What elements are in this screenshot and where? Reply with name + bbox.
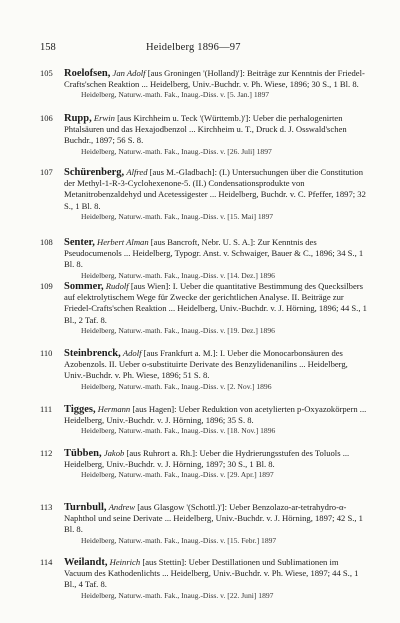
bibliography-entry [40, 167, 368, 222]
entry-surname: Steinbrenck, [64, 348, 121, 359]
entry-given-name: Jakob [103, 448, 125, 458]
entry-surname: Roelofsen, [64, 68, 111, 79]
entry-given-name: Hermann [97, 404, 131, 414]
entry-description: [aus Wien]: I. Ueber die quantitative Bestimmung des Quecksilbers auf elektrolytischem Wege für Zwecke der gerichtlichen Analyse. II. Beiträge zur Friedel-Crafts'schen Reaktion ... Heidelberg, Univ.-Buchdr. v. J. Hörning, 1896; 44 S., 1 Bl., 2 Taf. 8. [64, 281, 367, 325]
entry-dissertation-note: Heidelberg, Naturw.-math. Fak., Inaug.-Diss. v. [15. Mai] 1897 [81, 211, 274, 221]
entry-given-name: Adolf [122, 348, 142, 358]
bibliography-entry [40, 68, 368, 101]
entry-description: [aus M.-Gladbach]: (I.) Untersuchungen über die Constitution der Methyl-1-R-3-Cyclohexenone-5. (II.) Condensationsprodukte von Metanitrobenzaldehyd und Acetessigester ... Heidelberg, Buchdr. v. C. Pfeffer, 1897; 32 S., 1 Bl. 8. [64, 167, 366, 211]
bibliography-entry [40, 502, 368, 546]
entry-dissertation-note: Heidelberg, Naturw.-math. Fak., Inaug.-Diss. v. [15. Febr.] 1897 [81, 535, 277, 545]
entry-surname: Rupp, [64, 113, 92, 124]
running-title: Heidelberg 1896—97 [146, 42, 241, 53]
entry-description: [aus Kirchheim u. Teck '(Württemb.)']: Ueber die perhalogenirten Phtalsäuren und das Hexajodbenzol ... Kirchheim u. T., Druck d. J. Osswald'schen Buchdr., 1897; 56 S. 8. [64, 113, 347, 146]
entry-given-name: Alfred [126, 167, 148, 177]
entry-text [64, 502, 368, 536]
entry-number: 105 [40, 68, 53, 78]
entry-text [64, 68, 368, 90]
entry-dissertation-note: Heidelberg, Naturw.-math. Fak., Inaug.-Diss. v. [5. Jan.] 1897 [81, 90, 270, 100]
bibliography-entry [40, 113, 368, 157]
entry-dissertation-note: Heidelberg, Naturw.-math. Fak., Inaug.-Diss. v. [29. Apr.] 1897 [81, 470, 274, 480]
entry-description: [aus Bancroft, Nebr. U. S. A.]: Zur Kenntnis des Pseudocumenols ... Heidelberg, Typogr. Anst. v. Schwaiger, Bauer & C., 1896; 34 S., 1 Bl. 8. [64, 237, 364, 270]
entry-given-name: Herbert Alman [96, 237, 149, 247]
entry-number: 113 [40, 502, 53, 512]
entry-number: 108 [40, 237, 53, 247]
entry-description: [aus Ruhrort a. Rh.]: Ueber die Hydrierungsstufen des Toluols ... Heidelberg, Univ.-Buchdr. v. J. Hörning, 1897; 30 S., 1 Bl. 8. [64, 448, 350, 470]
entry-number: 110 [40, 348, 53, 358]
bibliography-entry [40, 448, 368, 481]
entry-dissertation-note: Heidelberg, Naturw.-math. Fak., Inaug.-Diss. v. [18. Nov.] 1896 [81, 426, 276, 436]
entry-text [64, 167, 368, 212]
entry-dissertation-note: Heidelberg, Naturw.-math. Fak., Inaug.-Diss. v. [22. Juni] 1897 [81, 590, 274, 600]
entry-dissertation-note: Heidelberg, Naturw.-math. Fak., Inaug.-Diss. v. [26. Juli] 1897 [81, 146, 272, 156]
bibliography-entry [40, 348, 368, 392]
entry-number: 106 [40, 113, 53, 123]
entry-text [64, 237, 368, 271]
entry-number: 114 [40, 557, 53, 567]
entry-description: [aus Glasgow '(Schottl.)']: Ueber Benzolazo-ar-tetrahydro-α-Naphthol und seine Derivate ... Heidelberg, Univ.-Buchdr. v. J. Hörning, 1897; 42 S., 1 Bl. 8. [64, 502, 363, 535]
entry-dissertation-note: Heidelberg, Naturw.-math. Fak., Inaug.-Diss. v. [14. Dez.] 1896 [81, 270, 275, 280]
entry-description: [aus Stettin]: Ueber Destillationen und Sublimationen im Vacuum des Kathodenlichts ... Heidelberg, Univ.-Buchdr. v. Ph. Wiese, 1897; 44 S., 1 Bl., 4 Taf. 8. [64, 557, 359, 590]
entry-text [64, 404, 368, 426]
entry-surname: Tübben, [64, 448, 102, 459]
entry-given-name: Heinrich [109, 557, 141, 567]
entry-description: [aus Groningen '(Holland)']: Beiträge zur Kenntnis der Friedel-Crafts'schen Reaktion ... Heidelberg, Univ.-Buchdr. v. Ph. Wiese, 1896; 30 S., 1 Bl. 8. [64, 68, 365, 90]
entry-number: 111 [40, 404, 53, 414]
entry-description: [aus Frankfurt a. M.]: I. Ueber die Monocarbonsäuren des Azobenzols. II. Ueber o-substituirte Derivate des Benzylidenanilins ... Heidelberg, Univ.-Buchdr. v. Ph. Wiese, 1896; 51 S. 8. [64, 348, 348, 381]
entry-surname: Tigges, [64, 404, 96, 415]
entry-surname: Weilandt, [64, 557, 108, 568]
bibliography-entry [40, 281, 368, 336]
entry-number: 112 [40, 448, 53, 458]
entry-text [64, 281, 368, 326]
entry-number: 109 [40, 281, 53, 291]
entry-surname: Senter, [64, 237, 95, 248]
entry-description: [aus Hagen]: Ueber Reduktion von acetylierten p-Oxyazokörpern ... Heidelberg, Univ.-Buchdr. v. J. Hörning, 1896; 35 S. 8. [64, 404, 367, 426]
entry-dissertation-note: Heidelberg, Naturw.-math. Fak., Inaug.-Diss. v. [2. Nov.] 1896 [81, 381, 272, 391]
bibliography-entry [40, 237, 368, 281]
entry-surname: Sommer, [64, 281, 104, 292]
bibliography-entry [40, 404, 368, 437]
entry-text [64, 348, 368, 382]
entry-given-name: Rudolf [105, 281, 129, 291]
page-number: 158 [40, 42, 56, 53]
page-header [40, 42, 366, 56]
entry-given-name: Andrew [108, 502, 136, 512]
entry-text [64, 113, 368, 147]
entry-surname: Schürenberg, [64, 167, 125, 178]
entry-number: 107 [40, 167, 53, 177]
entry-given-name: Jan Adolf [112, 68, 146, 78]
entry-dissertation-note: Heidelberg, Naturw.-math. Fak., Inaug.-Diss. v. [19. Dez.] 1896 [81, 325, 275, 335]
bibliography-entry [40, 557, 368, 601]
entry-surname: Turnbull, [64, 502, 107, 513]
entry-text [64, 448, 368, 470]
entry-given-name: Erwin [93, 113, 115, 123]
entry-text [64, 557, 368, 591]
